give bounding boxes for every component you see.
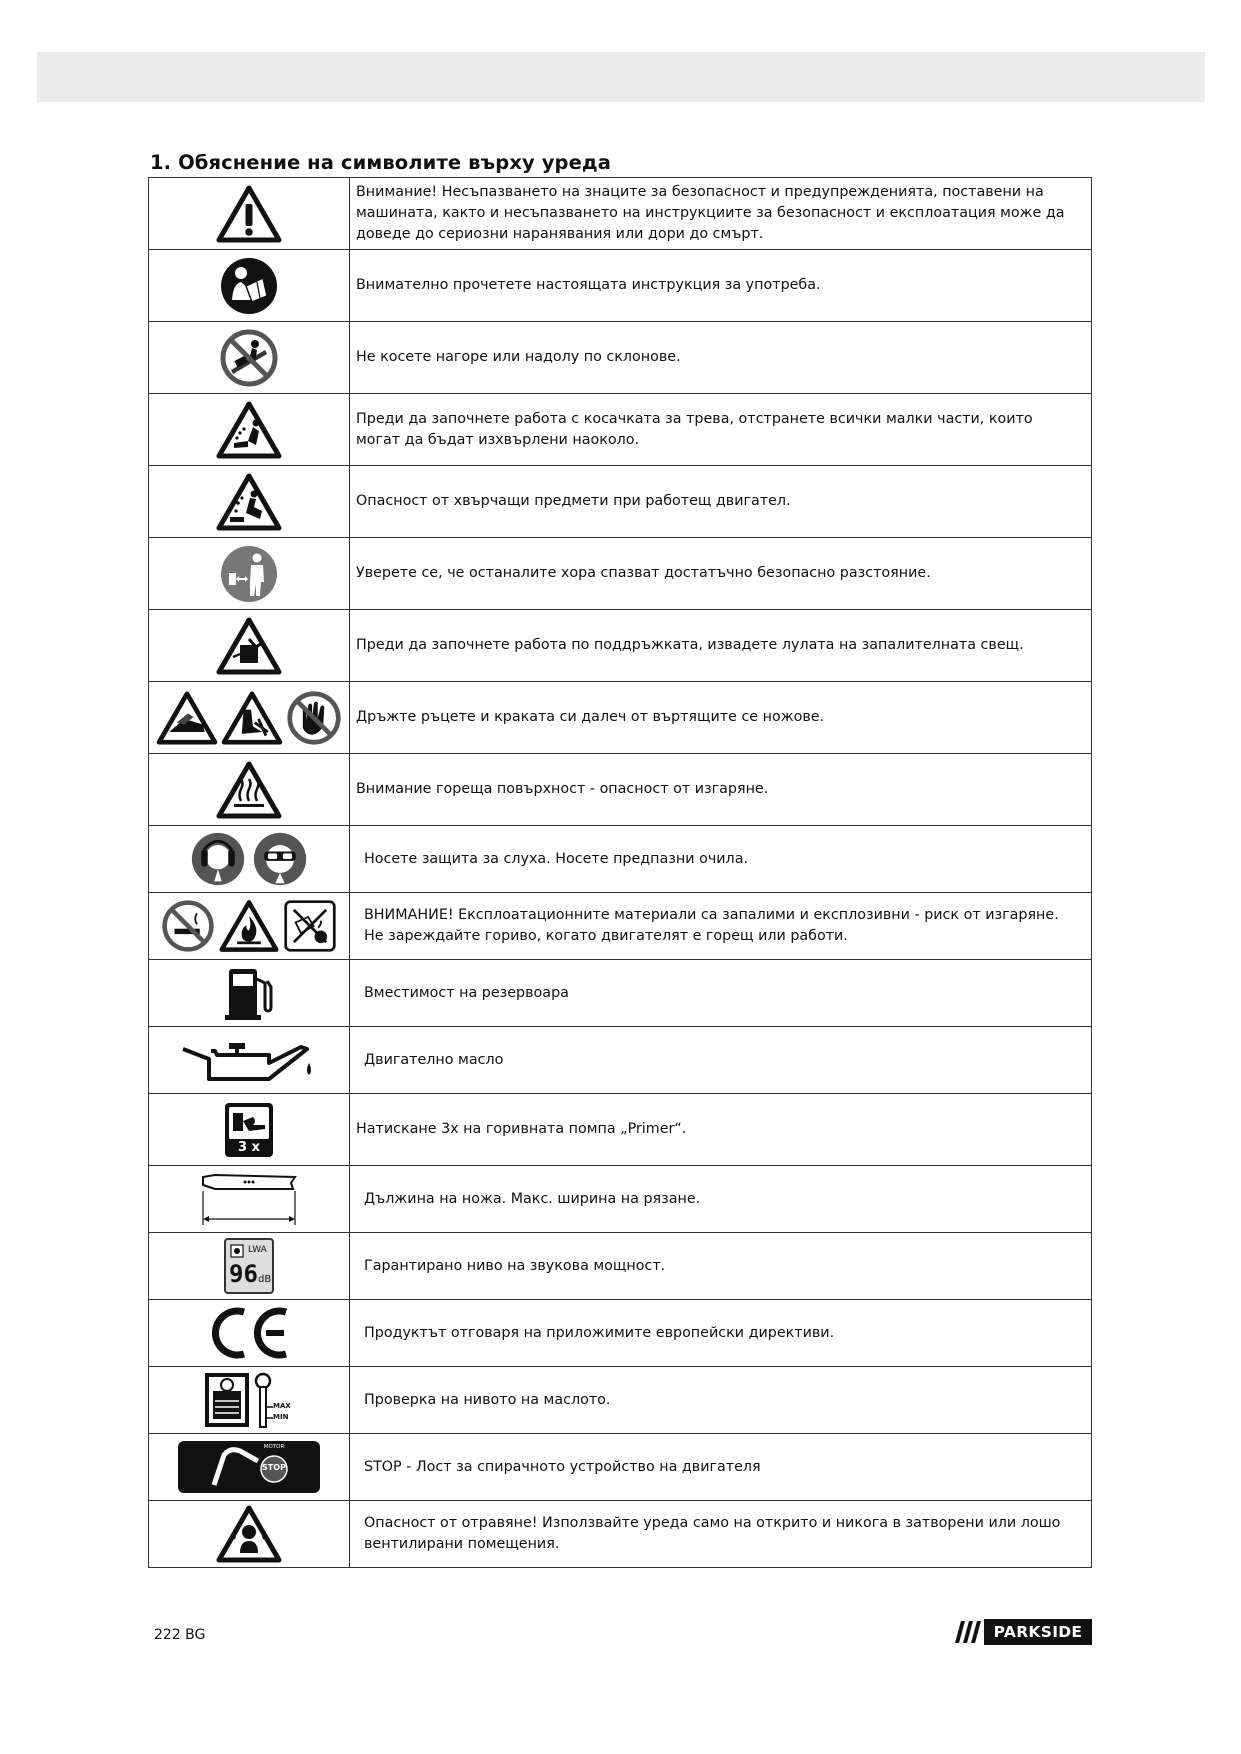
icon-cell [149, 1300, 350, 1367]
sound-power-icon [224, 1238, 274, 1294]
row-text: Двигателно масло [350, 1027, 1092, 1094]
row-text: Дръжте ръцете и краката си далеч от въртящите се ножове. [350, 682, 1092, 754]
table-row [149, 610, 1092, 682]
no-slope-mowing-icon [219, 328, 279, 388]
stop-label: STOP [262, 1463, 286, 1472]
section-title: 1. Обяснение на символите върху уреда [150, 151, 611, 174]
warning-exclamation-icon [216, 185, 282, 243]
table-row [149, 1094, 1092, 1166]
table-row [149, 394, 1092, 466]
table-row [149, 1300, 1092, 1367]
table-row [149, 1434, 1092, 1501]
table-row [149, 682, 1092, 754]
row-text-line: ВНИМАНИЕ! Експлоатационните материали са запалими и експлозивни - риск от изгаряне. Не зареждайте гориво, когато двигателят е горещ или работи. [364, 907, 1059, 944]
parkside-logo [955, 1619, 1092, 1645]
brand-name: PARKSIDE [984, 1619, 1092, 1645]
stop-lever-icon [178, 1441, 320, 1493]
table-row [149, 538, 1092, 610]
blade-hand-warning-icon [156, 691, 218, 745]
table-row [149, 893, 1092, 960]
icon-cell [149, 322, 350, 394]
icon-cell [149, 893, 350, 960]
row-text: Внимание! Несъпазването на знаците за безопасност и предупрежденията, поставени на машината, както и несъпазването на инструкциите за безопасност и експлоатация може да доведе до сериозни наранявания или дори до смърт. [350, 178, 1092, 250]
icon-cell [149, 682, 350, 754]
icon-cell [149, 178, 350, 250]
spark-plug-warning-icon [216, 617, 282, 675]
oil-can-icon [181, 1035, 317, 1085]
icon-cell [149, 1166, 350, 1233]
table-row [149, 1027, 1092, 1094]
table-row [149, 1166, 1092, 1233]
row-text: Опасност от хвърчащи предмети при работещ двигател. [350, 466, 1092, 538]
sound-value: 96 [229, 1260, 258, 1288]
row-text: Внимателно прочетете настоящата инструкция за употреба. [350, 250, 1092, 322]
row-text: Внимание гореща повърхност - опасност от изгаряне. [350, 754, 1092, 826]
icon-cell [149, 754, 350, 826]
ce-mark-icon [208, 1304, 290, 1362]
row-text: Дължина на ножа. Макс. ширина на рязане. [350, 1166, 1092, 1233]
page-number: 222 BG [154, 1627, 206, 1643]
icon-cell [149, 466, 350, 538]
flammable-warning-icon [219, 899, 279, 953]
blade-length-icon [199, 1171, 299, 1227]
icon-cell [149, 1501, 350, 1568]
motor-label: MOTOR [263, 1444, 285, 1450]
icon-cell [149, 1094, 350, 1166]
fuel-pump-icon [223, 965, 275, 1021]
keep-distance-icon [219, 544, 279, 604]
icon-cell [149, 1434, 350, 1501]
row-text: Носете защита за слуха. Носете предпазни очила. [350, 826, 1092, 893]
primer-3x-icon [223, 1101, 275, 1159]
eye-protection-icon [252, 831, 308, 887]
brand-slashes-icon [955, 1619, 984, 1645]
row-text: Натискане 3x на горивната помпа „Primer“. [350, 1094, 1092, 1166]
row-text: Продуктът отговаря на приложимите европейски директиви. [350, 1300, 1092, 1367]
icon-cell [149, 610, 350, 682]
oil-max-label: MAX [273, 1402, 291, 1410]
oil-level-check-icon [203, 1371, 295, 1429]
table-row [149, 1501, 1092, 1568]
table-row [149, 250, 1092, 322]
remove-parts-warning-icon [216, 401, 282, 459]
table-row [149, 1367, 1092, 1434]
row-text: Гарантирано ниво на звукова мощност. [350, 1233, 1092, 1300]
row-text: Преди да започнете работа по поддръжката, извадете лулата на запалителната свещ. [350, 610, 1092, 682]
row-text: Вместимост на резервоара [350, 960, 1092, 1027]
table-row [149, 178, 1092, 250]
flying-objects-warning-icon [216, 473, 282, 531]
read-manual-icon [219, 256, 279, 316]
icon-cell [149, 1367, 350, 1434]
table-row [149, 1233, 1092, 1300]
row-text: Опасност от отравяне! Използвайте уреда само на открито и никога в затворени или лошо вентилирани помещения. [350, 1501, 1092, 1568]
primer-count: 3 x [238, 1139, 260, 1155]
hot-surface-warning-icon [216, 761, 282, 819]
icon-cell [149, 826, 350, 893]
icon-cell [149, 960, 350, 1027]
icon-cell [149, 1233, 350, 1300]
no-refuel-hot-engine-icon [283, 899, 337, 953]
table-row [149, 960, 1092, 1027]
ear-protection-icon [190, 831, 246, 887]
table-row [149, 322, 1092, 394]
table-row [149, 754, 1092, 826]
table-row [149, 466, 1092, 538]
row-text: Проверка на нивото на маслото. [350, 1367, 1092, 1434]
icon-cell [149, 394, 350, 466]
sound-db-label: dB [258, 1274, 272, 1285]
blade-foot-warning-icon [221, 691, 283, 745]
no-hands-icon [286, 690, 342, 746]
row-text [350, 893, 1092, 960]
table-row [149, 826, 1092, 893]
page-header-bar [37, 52, 1205, 102]
no-smoking-icon [161, 899, 215, 953]
oil-min-label: MIN [273, 1413, 289, 1421]
symbols-table [148, 177, 1092, 1568]
row-text: Не косете нагоре или надолу по склонове. [350, 322, 1092, 394]
icon-cell [149, 250, 350, 322]
icon-cell [149, 538, 350, 610]
icon-cell [149, 1027, 350, 1094]
row-text: STOP - Лост за спирачното устройство на двигателя [350, 1434, 1092, 1501]
row-text: Преди да започнете работа с косачката за трева, отстранете всички малки части, които могат да бъдат изхвърлени наоколо. [350, 394, 1092, 466]
poisoning-warning-icon [216, 1505, 282, 1563]
sound-unit-label: LWA [248, 1245, 267, 1255]
row-text: Уверете се, че останалите хора спазват достатъчно безопасно разстояние. [350, 538, 1092, 610]
